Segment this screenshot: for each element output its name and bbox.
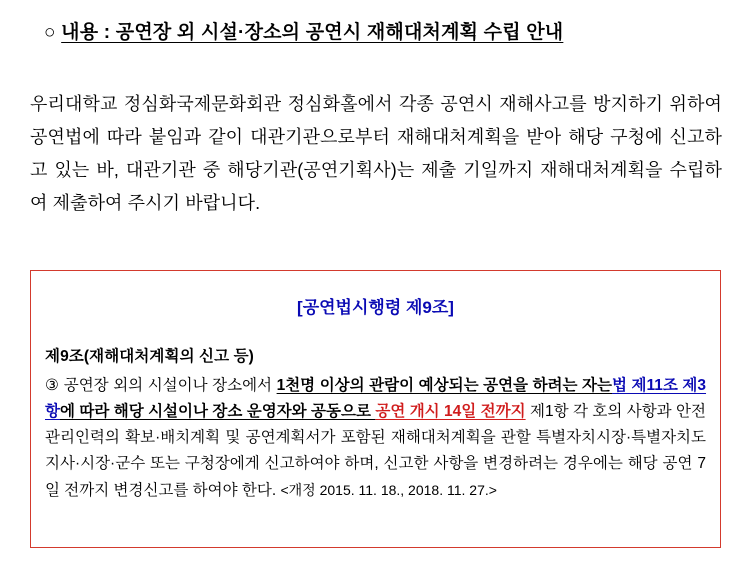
bullet-circle-icon: ○ (44, 22, 56, 43)
clause-title: 제9조(재해대처계획의 신고 등) (45, 348, 254, 365)
clause-segment-6: 제1항 각 호의 사항과 안전관리인력의 확보·배치계획 및 공연계획서가 포함된 재해대처계획을 관할 특별자치시장·특별자치도지사·시장·군수 또는 구청장에게 신고하여야 하며, 신고한 사항을 변경하려는 경우에는 해당 공연 7일 전까지 변경신고를 하여야 한다. (45, 403, 707, 499)
clause-number: ③ (45, 377, 60, 394)
law-excerpt-title: [공연법시행령 제9조] (297, 298, 454, 317)
intro-paragraph: 우리대학교 정심화국제문화회관 정심화홀에서 각종 공연시 재해사고를 방지하기 위하여 공연법에 따라 붙임과 같이 대관기관으로부터 재해대처계획을 받아 해당 구청에 신고하고 있는 바, 대관기관 중 해당기관(공연기획사)는 제출 기일까지 재해대처계획을 수립하여 제출하여 주시기 바랍니다. (30, 94, 722, 213)
clause-amendment-note: <개정 2015. 11. 18., 2018. 11. 27.> (280, 482, 497, 498)
law-excerpt-box (30, 270, 721, 548)
page-title (44, 20, 714, 47)
clause-segment-deadline: 공연 개시 14일 전까지 (375, 403, 526, 420)
clause-segment-underline: 1천명 이상의 관람이 예상되는 공연을 하려는 자는 (276, 377, 612, 394)
clause-segment-law-reference: 법 제11조 제3항 (45, 377, 707, 420)
page-title-text: 내용 : 공연장 외 시설·장소의 공연시 재해대처계획 수립 안내 (61, 22, 564, 43)
clause-segment-4: 에 따라 해당 시설이나 장소 운영자와 공동으로 (59, 403, 376, 420)
clause-segment-1: 공연장 외의 시설이나 장소에서 (63, 377, 277, 394)
clause-body (45, 373, 706, 504)
